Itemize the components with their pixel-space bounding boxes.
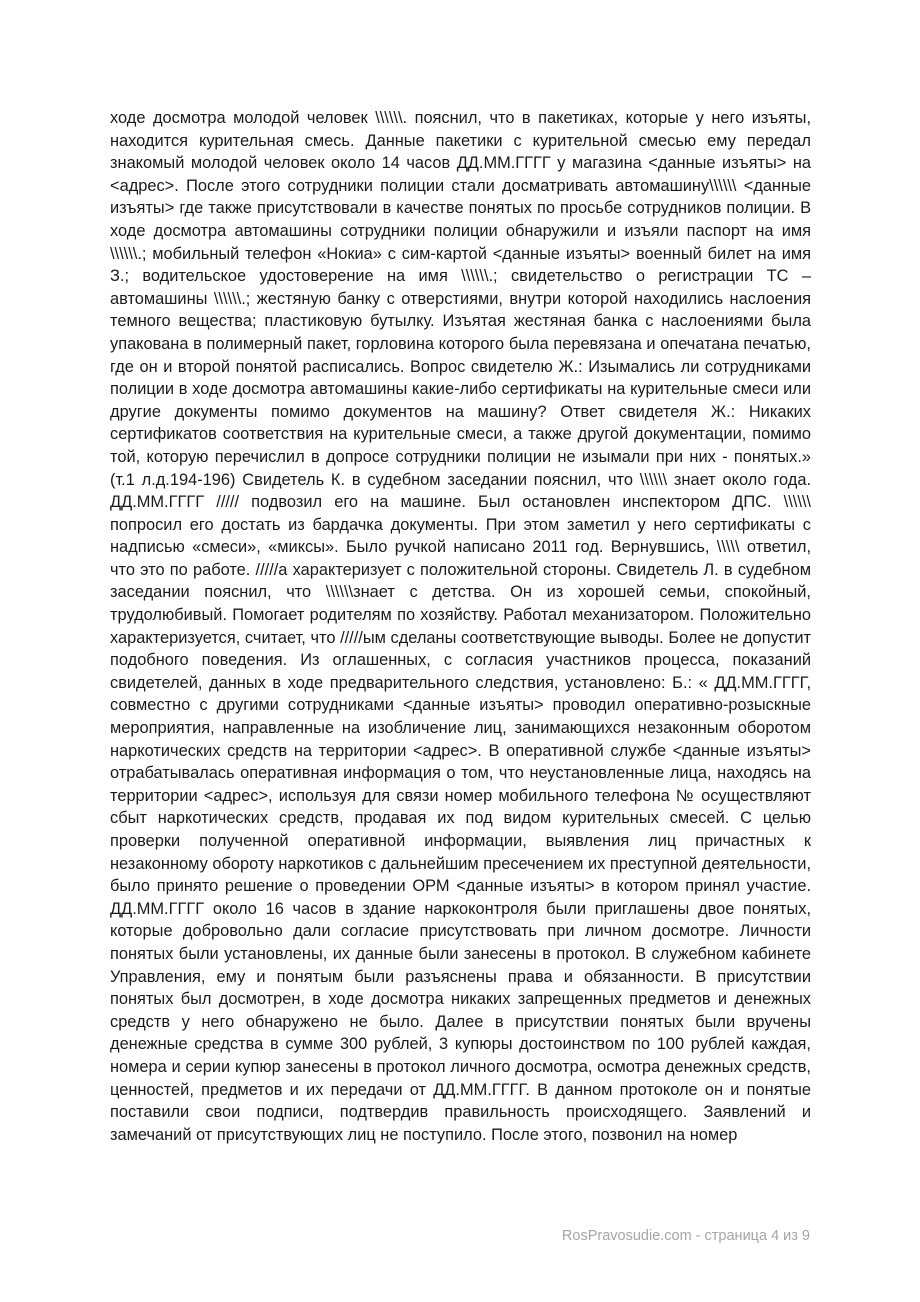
page-footer: RosPravosudie.com - страница 4 из 9 (561, 1228, 810, 1244)
document-body-text: ходе досмотра молодой человек \\\\\\. пояснил, что в пакетиках, которые у него изъяты, находится курительная смесь. Данные пакетики с курительной смесью ему передал знакомый молодой человек около 14 часов ДД.ММ.ГГГГ у магазина <данные изъяты> на <адрес>. После этого сотрудники полиции стали досматривать автомашину\\\\\\ <данные изъяты> где также присутствовали в качестве понятых по просьбе сотрудников полиции. В ходе досмотра автомашины сотрудники полиции обнаружили и изъяли паспорт на имя \\\\\\.; мобильный телефон «Нокиа» с сим-картой <данные изъяты> военный билет на имя З.; водительское удостоверение на имя \\\\\\.; свидетельство о регистрации ТС – автомашины \\\\\\.; жестяную банку с отверстиями, внутри которой находились наслоения темного вещества; пластиковую бутылку. Изъятая жестяная банка с наслоениями была упакована в полимерный пакет, горловина которого была перевязана и опечатана печатью, где он и второй понятой расписались. Вопрос свидетелю Ж.: Изымались ли сотрудниками полиции в ходе досмотра автомашины какие-либо сертификаты на курительные смеси или другие документы помимо документов на машину? Ответ свидетеля Ж.: Никаких сертификатов соответствия на курительные смеси, а также другой документации, помимо той, которую перечислил в допросе сотрудники полиции не изымали при них - понятых.» (т.1 л.д.194-196) Свидетель К. в судебном заседании пояснил, что \\\\\\ знает около года. ДД.ММ.ГГГГ ///// подвозил его на машине. Был остановлен инспектором ДПС. \\\\\\ попросил его достать из бардачка документы. При этом заметил у него сертификаты с надписью «смеси», «миксы». Было ручкой написано 2011 год. Вернувшись, \\\\\ ответил, что это по работе. /////а характеризует с положительной стороны. Свидетель Л. в судебном заседании пояснил, что \\\\\\знает с детства. Он из хорошей семьи, спокойный, трудолюбивый. Помогает родителям по хозяйству. Работал механизатором. Положительно характеризуется, считает, что /////ым сделаны соответствующие выводы. Более не допустит подобного поведения. Из оглашенных, с согласия участников процесса, показаний свидетелей, данных в ходе предварительного следствия, установлено: Б.: « ДД.ММ.ГГГГ, совместно с другими сотрудниками <данные изъяты> проводил оперативно-розыскные мероприятия, направленные на изобличение лиц, занимающихся незаконным оборотом наркотических средств на территории <адрес>. В оперативной службе <данные изъяты> отрабатывалась оперативная информация о том, что неустановленные лица, находясь на территории <адрес>, используя для связи номер мобильного телефона № осуществляют сбыт наркотических средств, продавая их под видом курительных смесей. С целью проверки полученной оперативной информации, выявления лиц причастных к незаконному обороту наркотиков с дальнейшим пресечением их преступной деятельности, было принято решение о проведении ОРМ <данные изъяты> в котором принял участие. ДД.ММ.ГГГГ около 16 часов в здание наркоконтроля были приглашены двое понятых, которые добровольно дали согласие присутствовать при личном досмотре. Личности понятых были установлены, их данные были занесены в протокол. В служебном кабинете Управления, ему и понятым были разъяснены права и обязанности. В присутствии понятых был досмотрен, в ходе досмотра никаких запрещенных предметов и денежных средств у него обнаружено не было. Далее в присутствии понятых были вручены денежные средства в сумме 300 рублей, 3 купюры достоинством по 100 рублей каждая, номера и серии купюр занесены в протокол личного досмотра, осмотра денежных средств, ценностей, предметов и их передачи от ДД.ММ.ГГГГ. В данном протоколе он и понятые поставили свои подписи, подтвердив правильность происходящего. Заявлений и замечаний от присутствующих лиц не поступило. После этого, позвонил на номер (110, 109, 811, 1144)
